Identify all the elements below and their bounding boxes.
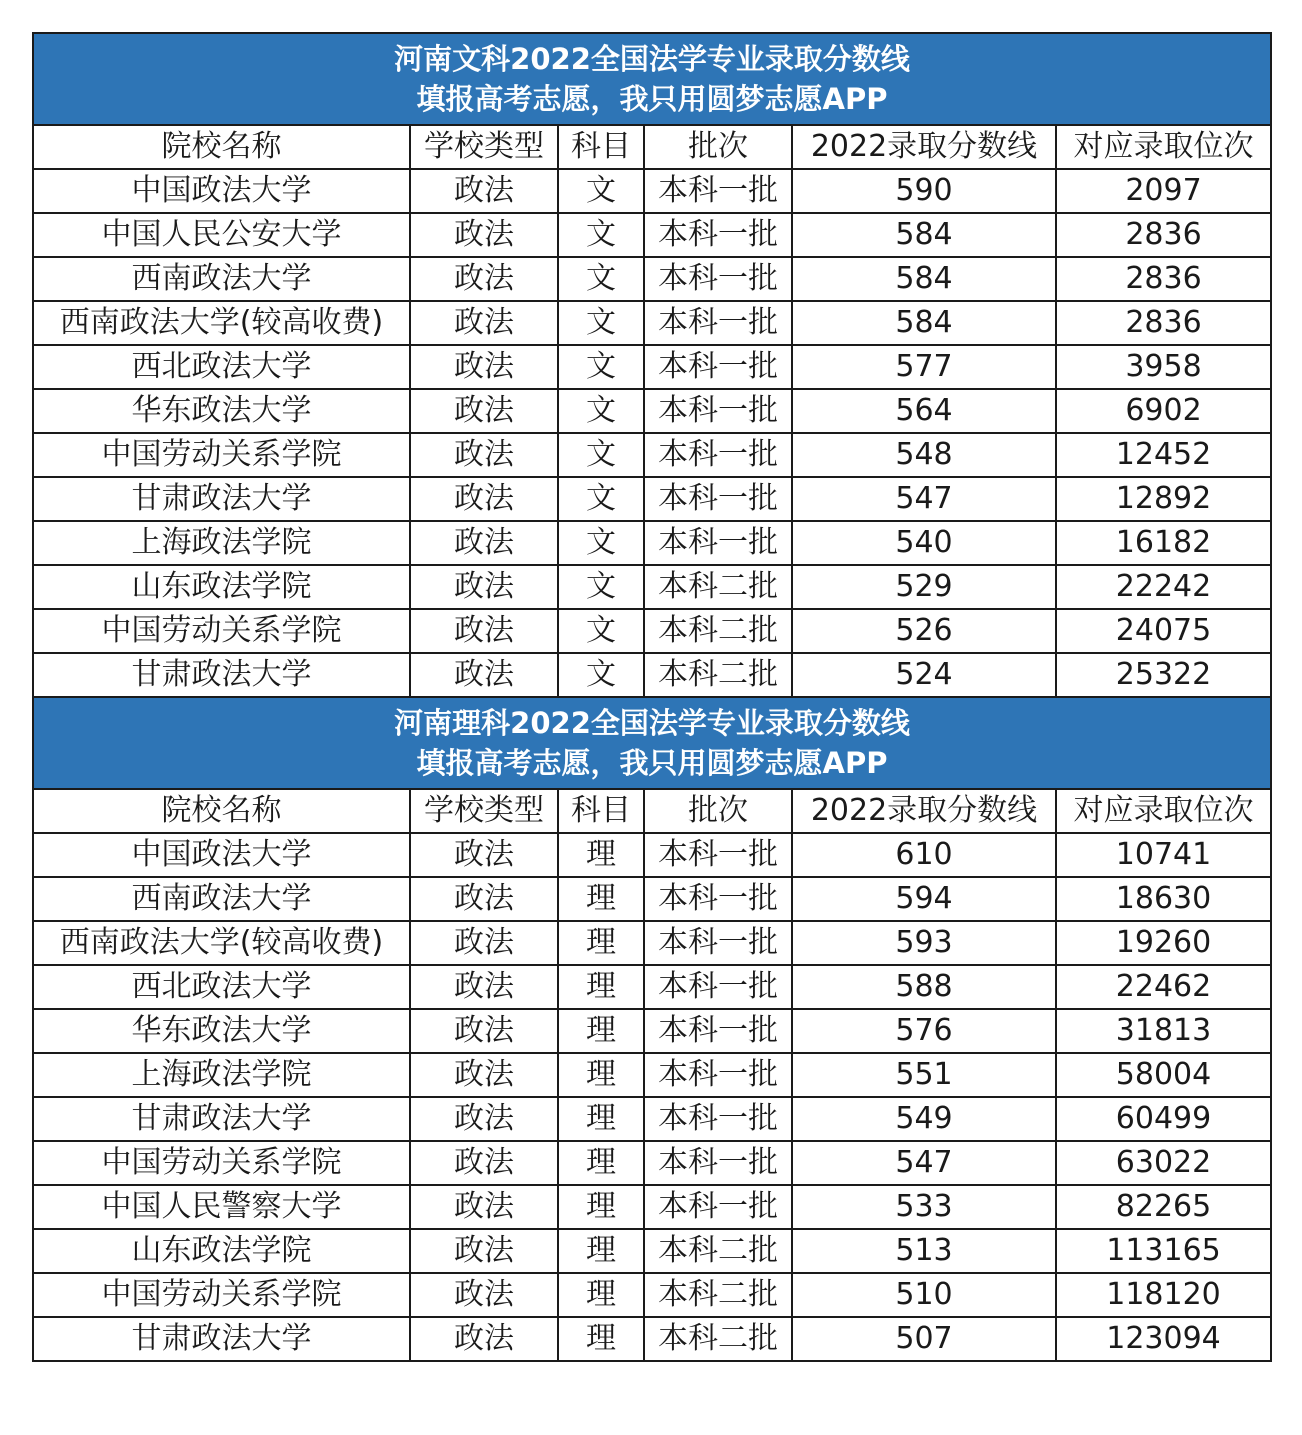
table-cell: 政法 — [410, 301, 558, 345]
table-cell: 政法 — [410, 1317, 558, 1361]
table-cell: 31813 — [1056, 1009, 1271, 1053]
table-cell: 本科一批 — [644, 433, 792, 477]
table-cell: 文 — [558, 653, 644, 697]
table-cell: 551 — [792, 1053, 1056, 1097]
table-cell: 理 — [558, 921, 644, 965]
table-cell: 2836 — [1056, 213, 1271, 257]
table-cell: 政法 — [410, 1097, 558, 1141]
table-cell: 6902 — [1056, 389, 1271, 433]
column-header: 对应录取位次 — [1056, 789, 1271, 833]
table-cell: 政法 — [410, 965, 558, 1009]
table-row — [33, 1009, 1271, 1053]
table-row — [33, 301, 1271, 345]
table-cell: 本科一批 — [644, 921, 792, 965]
table-cell: 526 — [792, 609, 1056, 653]
table-cell: 政法 — [410, 877, 558, 921]
table-cell: 中国劳动关系学院 — [33, 433, 410, 477]
table-cell: 2836 — [1056, 257, 1271, 301]
table-cell: 上海政法学院 — [33, 1053, 410, 1097]
table-cell: 理 — [558, 1097, 644, 1141]
table-row — [33, 1229, 1271, 1273]
table-cell: 510 — [792, 1273, 1056, 1317]
table-cell: 本科一批 — [644, 257, 792, 301]
table-row — [33, 345, 1271, 389]
table-row — [33, 521, 1271, 565]
table-cell: 政法 — [410, 609, 558, 653]
table-cell: 政法 — [410, 389, 558, 433]
table-cell: 政法 — [410, 833, 558, 877]
table-cell: 上海政法学院 — [33, 521, 410, 565]
table-cell: 中国政法大学 — [33, 169, 410, 213]
table-cell: 政法 — [410, 1185, 558, 1229]
table-cell: 中国劳动关系学院 — [33, 1273, 410, 1317]
table-cell: 文 — [558, 213, 644, 257]
table-cell: 584 — [792, 257, 1056, 301]
table-cell: 本科二批 — [644, 565, 792, 609]
table-cell: 22462 — [1056, 965, 1271, 1009]
column-header: 2022录取分数线 — [792, 125, 1056, 169]
table-cell: 中国政法大学 — [33, 833, 410, 877]
table-row — [33, 609, 1271, 653]
table-cell: 政法 — [410, 653, 558, 697]
admission-score-table — [32, 32, 1272, 1362]
table-cell: 政法 — [410, 169, 558, 213]
table-cell: 政法 — [410, 213, 558, 257]
table-cell: 529 — [792, 565, 1056, 609]
table-cell: 华东政法大学 — [33, 1009, 410, 1053]
table-cell: 547 — [792, 1141, 1056, 1185]
table-cell: 中国人民警察大学 — [33, 1185, 410, 1229]
table-row — [33, 1185, 1271, 1229]
table-cell: 本科二批 — [644, 653, 792, 697]
table-cell: 本科一批 — [644, 169, 792, 213]
table-cell: 507 — [792, 1317, 1056, 1361]
table-cell: 12452 — [1056, 433, 1271, 477]
table-cell: 576 — [792, 1009, 1056, 1053]
column-header: 科目 — [558, 125, 644, 169]
table-cell: 本科一批 — [644, 1053, 792, 1097]
score-table-container — [32, 32, 1270, 1362]
table-cell: 524 — [792, 653, 1056, 697]
table-cell: 513 — [792, 1229, 1056, 1273]
table-cell: 118120 — [1056, 1273, 1271, 1317]
table-row — [33, 921, 1271, 965]
table-row — [33, 1141, 1271, 1185]
table-cell: 2836 — [1056, 301, 1271, 345]
header-row — [33, 789, 1271, 833]
section-banner — [33, 697, 1271, 789]
column-header: 科目 — [558, 789, 644, 833]
table-cell: 本科一批 — [644, 1185, 792, 1229]
column-header: 批次 — [644, 125, 792, 169]
table-cell: 63022 — [1056, 1141, 1271, 1185]
table-cell: 理 — [558, 833, 644, 877]
section-subtitle: 填报高考志愿，我只用圆梦志愿APP — [416, 82, 888, 116]
table-cell: 中国劳动关系学院 — [33, 609, 410, 653]
table-cell: 山东政法学院 — [33, 1229, 410, 1273]
table-cell: 文 — [558, 345, 644, 389]
table-cell: 文 — [558, 609, 644, 653]
table-cell: 理 — [558, 1185, 644, 1229]
table-row — [33, 1273, 1271, 1317]
table-row — [33, 965, 1271, 1009]
table-cell: 政法 — [410, 521, 558, 565]
table-cell: 本科一批 — [644, 521, 792, 565]
table-cell: 文 — [558, 389, 644, 433]
table-cell: 甘肃政法大学 — [33, 1317, 410, 1361]
table-cell: 本科一批 — [644, 345, 792, 389]
table-cell: 547 — [792, 477, 1056, 521]
table-cell: 本科二批 — [644, 1229, 792, 1273]
table-cell: 文 — [558, 301, 644, 345]
table-row — [33, 433, 1271, 477]
table-cell: 理 — [558, 965, 644, 1009]
table-cell: 本科二批 — [644, 1317, 792, 1361]
table-row — [33, 477, 1271, 521]
table-cell: 本科一批 — [644, 833, 792, 877]
table-cell: 中国人民公安大学 — [33, 213, 410, 257]
table-cell: 22242 — [1056, 565, 1271, 609]
table-row — [33, 1097, 1271, 1141]
table-cell: 甘肃政法大学 — [33, 653, 410, 697]
table-cell: 政法 — [410, 1229, 558, 1273]
table-cell: 18630 — [1056, 877, 1271, 921]
table-cell: 山东政法学院 — [33, 565, 410, 609]
table-cell: 2097 — [1056, 169, 1271, 213]
table-cell: 甘肃政法大学 — [33, 1097, 410, 1141]
table-cell: 24075 — [1056, 609, 1271, 653]
table-cell: 25322 — [1056, 653, 1271, 697]
table-cell: 理 — [558, 1009, 644, 1053]
table-cell: 西南政法大学(较高收费) — [33, 301, 410, 345]
table-cell: 549 — [792, 1097, 1056, 1141]
table-cell: 文 — [558, 169, 644, 213]
table-cell: 584 — [792, 301, 1056, 345]
column-header: 学校类型 — [410, 789, 558, 833]
table-cell: 本科一批 — [644, 965, 792, 1009]
column-header: 院校名称 — [33, 789, 410, 833]
table-cell: 本科二批 — [644, 609, 792, 653]
table-cell: 理 — [558, 1229, 644, 1273]
table-cell: 理 — [558, 1053, 644, 1097]
table-cell: 本科一批 — [644, 389, 792, 433]
section-title-cell — [33, 33, 1271, 125]
table-row — [33, 213, 1271, 257]
table-cell: 113165 — [1056, 1229, 1271, 1273]
table-cell: 西北政法大学 — [33, 965, 410, 1009]
table-cell: 西南政法大学 — [33, 877, 410, 921]
section-subtitle: 填报高考志愿，我只用圆梦志愿APP — [416, 746, 888, 780]
table-cell: 10741 — [1056, 833, 1271, 877]
table-cell: 577 — [792, 345, 1056, 389]
table-cell: 政法 — [410, 921, 558, 965]
table-cell: 548 — [792, 433, 1056, 477]
section-banner — [33, 33, 1271, 125]
table-cell: 中国劳动关系学院 — [33, 1141, 410, 1185]
table-cell: 本科一批 — [644, 877, 792, 921]
table-row — [33, 257, 1271, 301]
table-cell: 政法 — [410, 1053, 558, 1097]
table-cell: 3958 — [1056, 345, 1271, 389]
table-cell: 12892 — [1056, 477, 1271, 521]
table-cell: 理 — [558, 1317, 644, 1361]
table-cell: 564 — [792, 389, 1056, 433]
section-title-cell — [33, 697, 1271, 789]
table-row — [33, 877, 1271, 921]
table-cell: 西南政法大学 — [33, 257, 410, 301]
table-row — [33, 653, 1271, 697]
table-cell: 82265 — [1056, 1185, 1271, 1229]
table-cell: 本科一批 — [644, 477, 792, 521]
table-cell: 文 — [558, 257, 644, 301]
table-cell: 本科一批 — [644, 213, 792, 257]
table-cell: 588 — [792, 965, 1056, 1009]
table-cell: 华东政法大学 — [33, 389, 410, 433]
table-row — [33, 169, 1271, 213]
table-cell: 文 — [558, 521, 644, 565]
table-cell: 19260 — [1056, 921, 1271, 965]
table-cell: 123094 — [1056, 1317, 1271, 1361]
table-cell: 政法 — [410, 257, 558, 301]
table-cell: 西北政法大学 — [33, 345, 410, 389]
table-cell: 540 — [792, 521, 1056, 565]
table-cell: 政法 — [410, 345, 558, 389]
table-cell: 本科一批 — [644, 1097, 792, 1141]
column-header: 院校名称 — [33, 125, 410, 169]
table-cell: 政法 — [410, 1273, 558, 1317]
section-title: 河南文科2022全国法学专业录取分数线 — [394, 42, 910, 76]
table-cell: 理 — [558, 877, 644, 921]
table-cell: 590 — [792, 169, 1056, 213]
table-row — [33, 833, 1271, 877]
table-cell: 60499 — [1056, 1097, 1271, 1141]
table-row — [33, 565, 1271, 609]
table-cell: 533 — [792, 1185, 1056, 1229]
table-cell: 本科一批 — [644, 301, 792, 345]
column-header: 对应录取位次 — [1056, 125, 1271, 169]
table-cell: 16182 — [1056, 521, 1271, 565]
table-cell: 政法 — [410, 477, 558, 521]
table-cell: 西南政法大学(较高收费) — [33, 921, 410, 965]
table-cell: 政法 — [410, 1009, 558, 1053]
table-cell: 58004 — [1056, 1053, 1271, 1097]
table-cell: 政法 — [410, 1141, 558, 1185]
table-cell: 文 — [558, 477, 644, 521]
table-cell: 593 — [792, 921, 1056, 965]
table-cell: 理 — [558, 1273, 644, 1317]
table-cell: 610 — [792, 833, 1056, 877]
table-cell: 584 — [792, 213, 1056, 257]
table-cell: 本科一批 — [644, 1141, 792, 1185]
column-header: 学校类型 — [410, 125, 558, 169]
table-row — [33, 389, 1271, 433]
table-cell: 政法 — [410, 565, 558, 609]
table-cell: 文 — [558, 565, 644, 609]
table-cell: 政法 — [410, 433, 558, 477]
section-title: 河南理科2022全国法学专业录取分数线 — [394, 706, 910, 740]
header-row — [33, 125, 1271, 169]
table-cell: 本科一批 — [644, 1009, 792, 1053]
table-cell: 甘肃政法大学 — [33, 477, 410, 521]
table-row — [33, 1053, 1271, 1097]
table-cell: 文 — [558, 433, 644, 477]
column-header: 2022录取分数线 — [792, 789, 1056, 833]
table-cell: 594 — [792, 877, 1056, 921]
table-row — [33, 1317, 1271, 1361]
table-cell: 本科二批 — [644, 1273, 792, 1317]
column-header: 批次 — [644, 789, 792, 833]
table-cell: 理 — [558, 1141, 644, 1185]
